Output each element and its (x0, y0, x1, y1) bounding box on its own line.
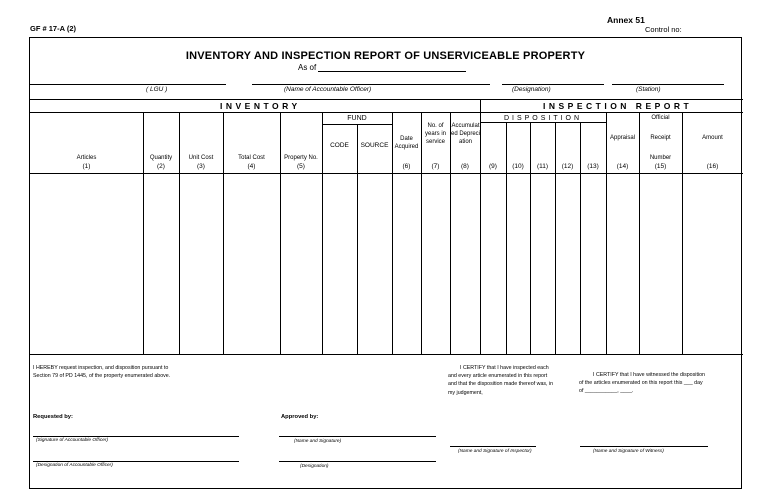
colnum-15: (15) (654, 163, 667, 170)
inspection-section-title: INSPECTION REPORT (543, 101, 693, 111)
colnum-11: (11) (536, 163, 549, 170)
col-unit-cost: Unit Cost (188, 155, 214, 161)
col-date-acquired: Date Acquired (394, 136, 419, 151)
col-total-cost: Total Cost (238, 155, 265, 161)
fund-header: FUND (347, 115, 367, 122)
colnum-3: (3) (197, 163, 205, 170)
col-fund-code: CODE (330, 142, 349, 149)
form-code: GF # 17-A (2) (30, 24, 76, 33)
accountable-signature-line[interactable] (33, 436, 239, 437)
colnum-1: (1) (82, 163, 91, 170)
colnum-13: (13) (587, 163, 599, 170)
station-field[interactable] (612, 84, 724, 85)
colnum-16: (16) (706, 163, 719, 170)
lgu-field[interactable] (30, 84, 226, 85)
inspector-signature-line[interactable] (450, 446, 536, 447)
lgu-label: ( LGU ) (146, 86, 168, 93)
colnum-6: (6) (402, 163, 411, 170)
inventory-section-title: INVENTORY (220, 101, 301, 111)
accountable-designation-label: (Designation of Accountable Officer) (36, 463, 113, 468)
colnum-8: (8) (461, 163, 469, 170)
col-amount: Amount (702, 135, 723, 141)
col-receipt-number: Number (649, 155, 672, 161)
col-receipt: Receipt (650, 135, 671, 141)
colnum-5: (5) (297, 163, 305, 170)
control-number-label: Control no: (645, 25, 682, 34)
colnum-4: (4) (247, 163, 256, 170)
col-fund-source: SOURCE (360, 142, 389, 149)
report-title: INVENTORY AND INSPECTION REPORT OF UNSERVICEABLE PROPERTY (185, 50, 586, 62)
witness-signature-label: (Name and Signature of Witness) (593, 449, 664, 454)
accountable-signature-label: (Signature of Accountable Officer) (36, 438, 109, 443)
inspector-signature-label: (Name and Signature of Inspector) (458, 449, 532, 454)
accountable-officer-field[interactable] (252, 84, 490, 85)
witness-signature-line[interactable] (580, 446, 708, 447)
col-years-in-service: No. of years in service (424, 123, 446, 146)
designation-label: (Designation) (512, 86, 551, 93)
approver-designation-label: (Designation) (300, 464, 329, 469)
colnum-7: (7) (431, 163, 440, 170)
inspector-certification: I CERTIFY that I have inspected each and every article enumerated in this report and that the disposition made thereof was, in my judgement, (448, 365, 554, 396)
approver-designation-line[interactable] (279, 461, 436, 462)
accountable-officer-label: (Name of Accountable Officer) (284, 86, 372, 93)
disposition-header: DISPOSITION (503, 115, 583, 122)
col-official: Official (651, 115, 670, 121)
col-quantity: Quantity (149, 155, 173, 161)
col-appraisal: Appraisal (609, 135, 635, 141)
station-label: (Station) (636, 86, 661, 93)
approved-by-label: Approved by: (281, 414, 319, 420)
colnum-9: (9) (489, 163, 497, 170)
requested-by-label: Requested by: (33, 414, 73, 420)
report-form (29, 37, 742, 489)
annex-label: Annex 51 (607, 15, 645, 25)
witness-certification: I CERTIFY that I have witnessed the disposition of the articles enumerated on this report this ___ day of ___________, ____. (579, 372, 705, 395)
as-of-field[interactable] (318, 71, 466, 72)
col-accumulated-depreciation: Accumulated Depreciation (451, 123, 481, 146)
accountable-designation-line[interactable] (33, 461, 239, 462)
colnum-10: (10) (512, 163, 524, 170)
designation-field[interactable] (502, 84, 604, 85)
colnum-2: (2) (157, 163, 165, 170)
approver-signature-line[interactable] (279, 436, 436, 437)
as-of-label: As of (298, 63, 317, 72)
approver-signature-label: (Name and Signature) (294, 439, 342, 444)
col-articles: Articles (76, 155, 97, 161)
col-property-no: Property No. (284, 155, 318, 161)
colnum-14: (14) (616, 163, 629, 170)
colnum-12: (12) (561, 163, 574, 170)
request-statement: I HEREBY request inspection, and disposition pursuant to Section 79 of PD 1445, of the property enumerated above. (33, 365, 171, 380)
